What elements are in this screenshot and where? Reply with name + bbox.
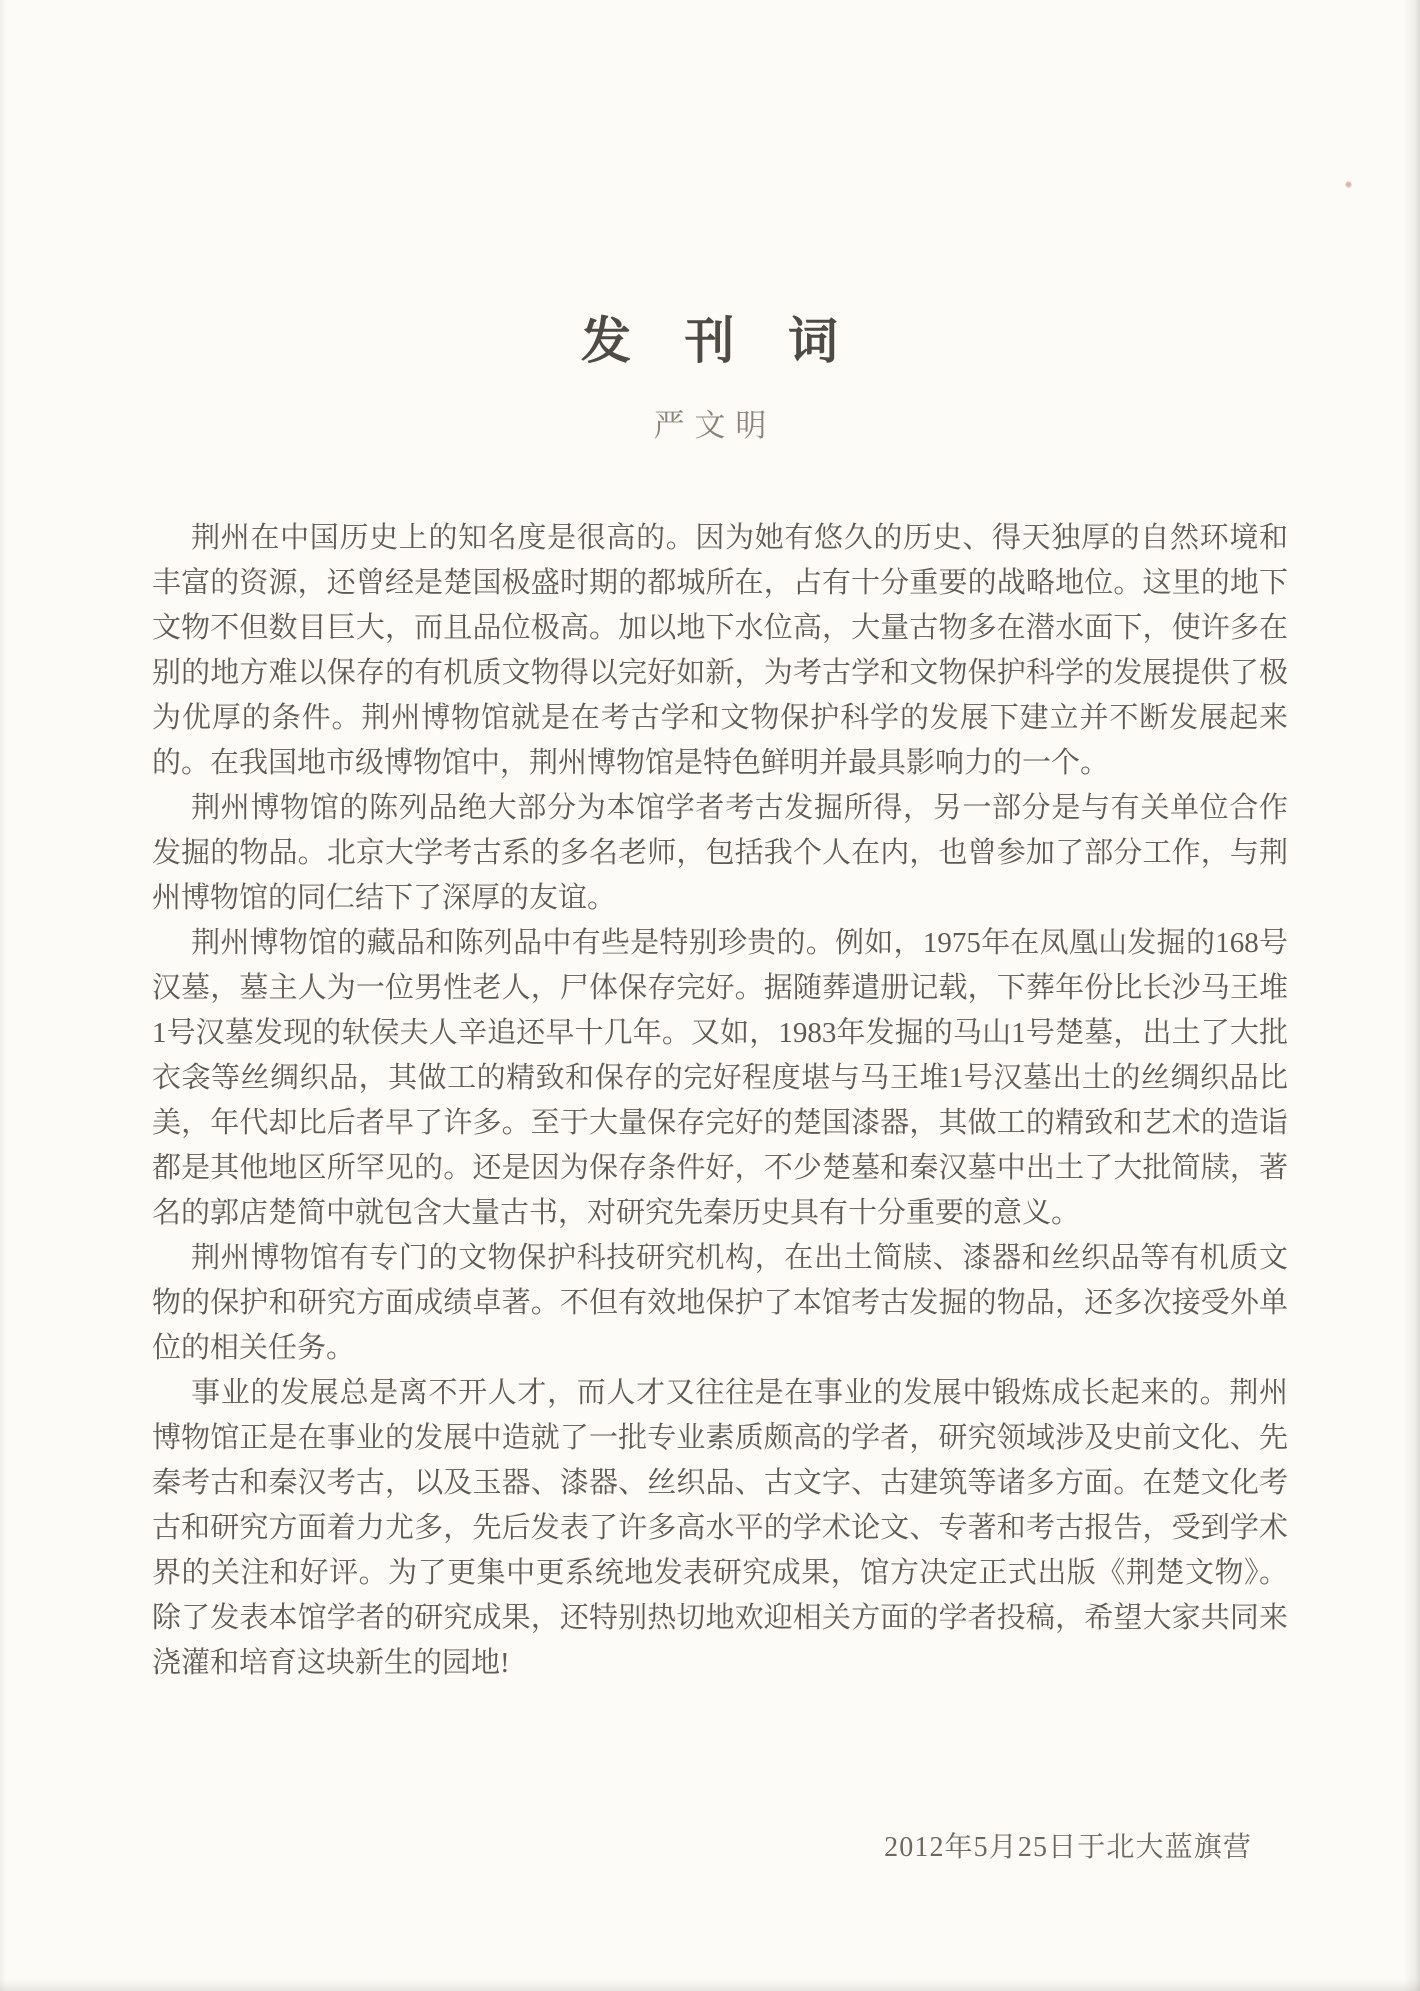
page-title: 发 刊 词 [581,312,839,369]
page-edge-shadow-bottom [0,1979,1420,1991]
dateline: 2012年5月25日于北大蓝旗营 [884,1832,1252,1863]
page-edge-shadow-left [0,0,6,1991]
body-paragraph-5: 事业的发展总是离不开人才，而人才又往往是在事业的发展中锻炼成长起来的。荆州博物馆正是在事业的发展中造就了一批专业素质颇高的学者，研究领域涉及史前文化、先秦考古和秦汉考古，以及玉器、漆器、丝织品、古文字、古建筑等诸多方面。在楚文化考古和研究方面着力尤多，先后发表了许多高水平的学术论文、专著和考古报告，受到学术界的关注和好评。为了更集中更系统地发表研究成果，馆方决定正式出版《荆楚文物》。除了发表本馆学者的研究成果，还特别热切地欢迎相关方面的学者投稿，希望大家共同来浇灌和培育这块新生的园地! [152,1377,1288,1679]
body-paragraph-4: 荆州博物馆有专门的文物保护科技研究机构，在出土简牍、漆器和丝织品等有机质文物的保护和研究方面成绩卓著。不但有效地保护了本馆考古发掘的物品，还多次接受外单位的相关任务。 [152,1242,1288,1364]
page-edge-shadow-right [1404,0,1420,1991]
author-name: 严文明 [653,408,777,443]
body-paragraph-3: 荆州博物馆的藏品和陈列品中有些是特别珍贵的。例如，1975年在凤凰山发掘的168号汉墓，墓主人为一位男性老人，尸体保存完好。据随葬遣册记载，下葬年份比长沙马王堆1号汉墓发现的轪侯夫人辛追还早十几年。又如，1983年发掘的马山1号楚墓，出土了大批衣衾等丝绸织品，其做工的精致和保存的完好程度堪与马王堆1号汉墓出土的丝绸织品比美，年代却比后者早了许多。至于大量保存完好的楚国漆器，其做工的精致和艺术的造诣都是其他地区所罕见的。还是因为保存条件好，不少楚墓和秦汉墓中出土了大批简牍，著名的郭店楚简中就包含大量古书，对研究先秦历史具有十分重要的意义。 [152,927,1288,1229]
document-body [152,516,1288,1686]
scan-speck-dot [1345,181,1352,188]
body-paragraph-1: 荆州在中国历史上的知名度是很高的。因为她有悠久的历史、得天独厚的自然环境和丰富的资源，还曾经是楚国极盛时期的都城所在，占有十分重要的战略地位。这里的地下文物不但数目巨大，而且品位极高。加以地下水位高，大量古物多在潜水面下，使许多在别的地方难以保存的有机质文物得以完好如新，为考古学和文物保护科学的发展提供了极为优厚的条件。荆州博物馆就是在考古学和文物保护科学的发展下建立并不断发展起来的。在我国地市级博物馆中，荆州博物馆是特色鲜明并最具影响力的一个。 [152,522,1288,779]
body-paragraph-2: 荆州博物馆的陈列品绝大部分为本馆学者考古发掘所得，另一部分是与有关单位合作发掘的物品。北京大学考古系的多名老师，包括我个人在内，也曾参加了部分工作，与荆州博物馆的同仁结下了深厚的友谊。 [152,792,1288,914]
